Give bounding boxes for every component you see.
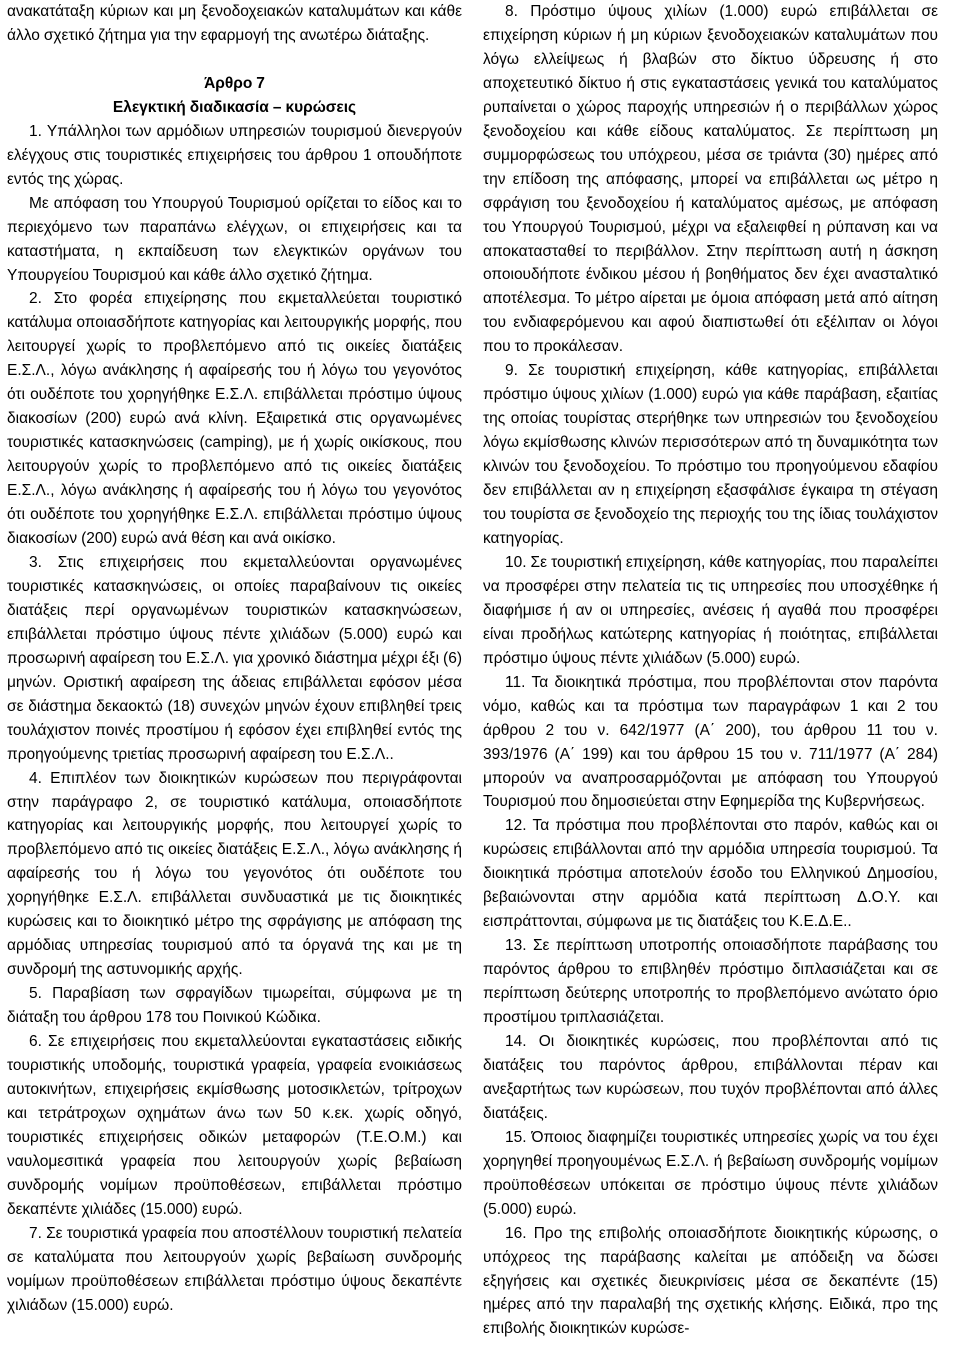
left-column [7, 0, 462, 1317]
article-title: Ελεγκτική διαδικασία – κυρώσεις [112, 98, 357, 116]
paragraph-2: 2. Στο φορέα επιχείρησης που εκμεταλλεύεται τουριστικό κατάλυμα οποιασδήποτε κατηγορίας και λειτουργικής μορφής, που λειτουργεί χωρίς το προβλεπόμενο από τις οικείες διατάξεις Ε.Σ.Λ., λόγω ανάκλησης ή αφαίρεσής του ή λόγω του γεγονότος ότι ουδέποτε του χορηγήθηκε Ε.Σ.Λ. επιβάλλεται πρόστιμο ύψους διακοσίων (200) ευρώ ανά κλίνη. Εξαιρετικά στις οργανωμένες τουριστικές κατασκηνώσεις (camping), με ή χωρίς οικίσκους, που λειτουργούν χωρίς το προβλεπόμενο από τις οικείες διατάξεις Ε.Σ.Λ., λόγω ανάκλησης ή αφαίρεσής του ή λόγω του γεγονότος ότι ουδέποτε του χορηγήθηκε Ε.Σ.Λ. επιβάλλεται πρόστιμο ύψους διακοσίων (200) ευρώ ανά θέση και ανά οικίσκο. [7, 290, 462, 548]
paragraph-14: 14. Οι διοικητικές κυρώσεις, που προβλέπονται από τις διατάξεις του παρόντος άρθρου, επιβάλλονται πέραν και ανεξαρτήτως των κυρώσεων, που τυχόν προβλέπονται από άλλες διατάξεις. [483, 1032, 938, 1122]
paragraph-3: 3. Στις επιχειρήσεις που εκμεταλλεύονται οργανωμένες τουριστικές κατασκηνώσεις, οι οποίες παραβαίνουν τις οικείες διατάξεις περί οργανωμένων τουριστικών κατασκηνώσεων, επιβάλλεται πρόστιμο ύψους πέντε χιλιάδων (5.000) ευρώ και προσωρινή αφαίρεση του Ε.Σ.Λ. για χρονικό διάστημα μέχρι έξι (6) μηνών. Οριστική αφαίρεση της άδειας επιβάλλεται εφόσον μέσα σε διάστημα δεκαοκτώ (18) συνεχών μηνών έχουν επιβληθεί τρεις τουλάχιστον ποινές προστίμου ή εφόσον έχει επιβληθεί εντός της προηγούμενης τριετίας προσωρινή αφαίρεση του Ε.Σ.Λ.. [7, 553, 462, 763]
paragraph-10: 10. Σε τουριστική επιχείρηση, κάθε κατηγορίας, που παραλείπει να προσφέρει στην πελατεία τις τις υπηρεσίες που υποσχέθηκε ή διαφήμισε ή αν οι υπηρεσίες, ανέσεις ή αγαθά που προσφέρει είναι προδήλως κατώτερης κατηγορίας ή ποιότητας, επιβάλλεται πρόστιμο ύψους πέντε χιλιάδων (5.000) ευρώ. [483, 553, 938, 667]
paragraph-4: 4. Επιπλέον των διοικητικών κυρώσεων που περιγράφονται στην παράγραφο 2, σε τουριστικό κατάλυμα, οποιασδήποτε κατηγορίας και λειτουργικής μορφής, που λειτουργεί χωρίς το προβλεπόμενο από τις οικείες διατάξεις Ε.Σ.Λ., λόγω ανάκλησης ή αφαίρεσής του ή λόγω του γεγονότος ότι ουδέποτε του χορηγήθηκε Ε.Σ.Λ. επιβάλλεται συνδυαστικά με τις διοικητικές κυρώσεις και το διοικητικό μέτρο της σφράγισης με απόφαση της αρμόδιας υπηρεσίας τουρισμού από τα όργανά της και με τη συνδρομή της αστυνομικής αρχής. [7, 769, 462, 979]
paragraph-16: 16. Προ της επιβολής οποιασδήποτε διοικητικής κύρωσης, ο υπόχρεος της παράβασης καλείται με απόδειξη να δώσει εξηγήσεις και σχετικές διευκρινίσεις μέσα σε δεκαπέντε (15) ημέρες από την παραλαβή της σχετικής κλήσης. Ειδικά, προ της επιβολής διοικητικών κυρώσε- [483, 1224, 938, 1338]
intro-paragraph: ανακατάταξη κύριων και μη ξενοδοχειακών καταλυμάτων και κάθε άλλο σχετικό ζήτημα για την εφαρμογή της ανωτέρω διάταξης. [7, 3, 462, 44]
paragraph-5: 5. Παραβίαση των σφραγίδων τιμωρείται, σύμφωνα με τη διάταξη του άρθρου 178 του Ποινικού Κώδικα. [7, 985, 462, 1027]
right-column [483, 0, 938, 1341]
paragraph-13: 13. Σε περίπτωση υποτροπής οποιασδήποτε παράβασης του παρόντος άρθρου το επιβληθέν πρόστιμο διπλασιάζεται και σε περίπτωση δεύτερης υποτροπής το προβλεπόμενο ανώτατο όριο προστίμου τριπλασιάζεται. [483, 937, 938, 1027]
paragraph-1b: Με απόφαση του Υπουργού Τουρισμού ορίζεται το είδος και το περιεχόμενο των παραπάνω ελέγχων, οι επιχειρήσεις και τα καταστήματα, η εκπαίδευση των ελεγκτικών οργάνων του Υπουργείου Τουρισμού και κάθε άλλο σχετικό ζήτημα. [7, 194, 462, 284]
paragraph-8: 8. Πρόστιμο ύψους χιλίων (1.000) ευρώ επιβάλλεται σε επιχείρηση κύριων ή μη κύριων ξενοδοχειακών καταλυμάτων που λόγω ελλείψεως ή βλαβών στο δίκτυο ύδρευσης ή στο αποχετευτικό δίκτυο ή στις εγκαταστάσεις γενικά του καταλύματος ρυπαίνεται ο χώρος παροχής υπηρεσιών ή ο περιβάλλων χώρος ξενοδοχείου και κάθε είδους καταλύματος. Σε περίπτωση μη συμμορφώσεως του υπόχρεου, μέσα σε τριάντα (30) ημέρες από την επίδοση της απόφασης, μπορεί να επιβάλλεται ως μέτρο η σφράγιση του ξενοδοχείου ή καταλύματος αμέσως, με απόφαση του Υπουργού Τουρισμού, μέχρι να εξαλειφθεί η ρύπανση και να αποκατασταθεί το περιβάλλον. Στην περίπτωση αυτή η άσκηση οποιουδήποτε ένδικου μέσου ή βοηθήματος δεν έχει ανασταλτικό αποτέλεσμα. Το μέτρο αίρεται με όμοια απόφαση μετά από αίτηση του ενδιαφερόμενου και αφού διαπιστωθεί ότι εξέλιπαν οι λόγοι που το προκάλεσαν. [483, 3, 938, 356]
paragraph-6: 6. Σε επιχειρήσεις που εκμεταλλεύονται εγκαταστάσεις ειδικής τουριστικής υποδομής, τουριστικά γραφεία, γραφεία ενοικιάσεως αυτοκινήτων, επιχειρήσεις εκμίσθωσης μοτοσικλετών, τρίτροχων και τετράτροχων οχημάτων άνω των 50 κ.εκ. χωρίς οδηγό, τουριστικές επιχειρήσεις οδικών μεταφορών (Τ.Ε.Ο.Μ.) και ναυλομεσιτικά γραφεία που λειτουργούν χωρίς βεβαίωση συνδρομής νομίμων προϋποθέσεων, επιβάλλεται πρόστιμο δεκαπέντε χιλιάδες (15.000) ευρώ. [7, 1033, 462, 1218]
paragraph-1: 1. Υπάλληλοι των αρμόδιων υπηρεσιών τουρισμού διενεργούν ελέγχους στις τουριστικές επιχειρήσεις του άρθρου 1 οπουδήποτε εντός της χώρας. [7, 122, 462, 188]
paragraph-7: 7. Σε τουριστικά γραφεία που αποστέλλουν τουριστική πελατεία σε καταλύματα που λειτουργούν χωρίς βεβαίωση συνδρομής νομίμων προϋποθέσεων επιβάλλεται πρόστιμο ύψους δεκαπέντε χιλιάδων (15.000) ευρώ. [7, 1224, 462, 1314]
article-number: Άρθρο 7 [204, 74, 265, 92]
paragraph-9: 9. Σε τουριστική επιχείρηση, κάθε κατηγορίας, επιβάλλεται πρόστιμο ύψους χιλίων (1.000) ευρώ για κάθε παράβαση, εξαιτίας της οποίας τουρίστας στερήθηκε των υπηρεσιών του ξενοδοχείου λόγω εκμίσθωσης κλινών περισσότερων από τη δυναμικότητα των κλινών του ξενοδοχείου. Το πρόστιμο του προηγούμενου εδαφίου δεν επιβάλλεται αν η επιχείρηση εξασφάλισε έγκαιρα τη στέγαση του τουρίστα σε ξενοδοχείο της περιοχής του της ίδιας τουλάχιστον κατηγορίας. [483, 362, 938, 547]
paragraph-12: 12. Τα πρόστιμα που προβλέπονται στο παρόν, καθώς και οι κυρώσεις επιβάλλονται από την αρμόδια υπηρεσία τουρισμού. Τα διοικητικά πρόστιμα αποτελούν έσοδο του Ελληνικού Δημοσίου, βεβαιώνονται στην αρμόδια κατά περίπτωση Δ.Ο.Υ. και εισπράττονται, σύμφωνα με τις διατάξεις του Κ.Ε.Δ.Ε.. [483, 817, 938, 931]
paragraph-15: 15. Όποιος διαφημίζει τουριστικές υπηρεσίες χωρίς να του έχει χορηγηθεί προηγουμένως Ε.Σ.Λ. ή βεβαίωση συνδρομής νομίμων προϋποθέσεων υπόκειται σε πρόστιμο ύψους πέντε χιλιάδων (5.000) ευρώ. [483, 1128, 938, 1218]
paragraph-11: 11. Τα διοικητικά πρόστιμα, που προβλέπονται στον παρόντα νόμο, καθώς και τα πρόστιμα των παραγράφων 1 και 2 του άρθρου 2 του ν. 642/1977 (Α΄ 200), του άρθρου 11 του ν. 393/1976 (Α΄ 199) και του άρθρου 15 του ν. 711/1977 (Α΄ 284) μπορούν να αναπροσαρμόζονται με απόφαση του Υπουργού Τουρισμού που δημοσιεύεται στην Εφημερίδα της Κυβερνήσεως. [483, 673, 938, 811]
